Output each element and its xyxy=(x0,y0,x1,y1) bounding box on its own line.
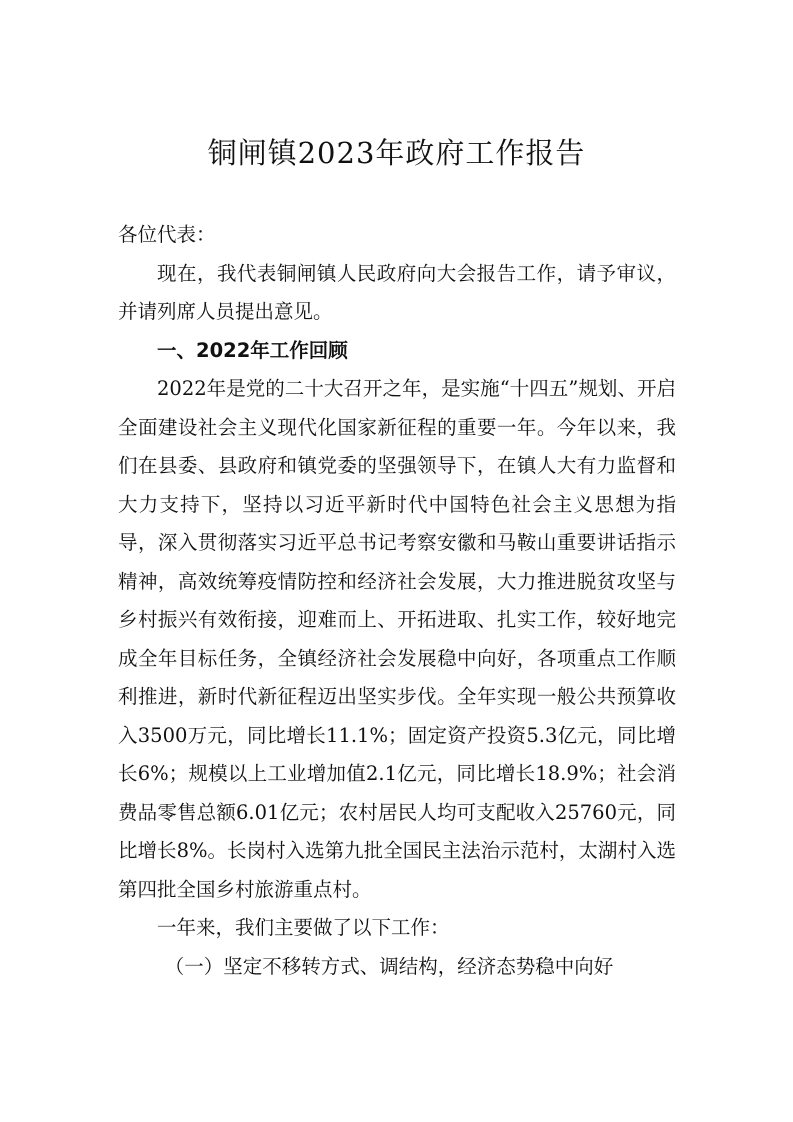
document-title: 铜闸镇2023年政府工作报告 xyxy=(207,136,586,170)
document-body xyxy=(118,216,676,986)
intro-paragraph: 现在，我代表铜闸镇人民政府向大会报告工作，请予审议，并请列席人员提出意见。 xyxy=(118,261,676,323)
review-paragraph: 2022年是党的二十大召开之年，是实施“十四五”规划、开启全面建设社会主义现代化国家新征程的重要一年。今年以来，我们在县委、县政府和镇党委的坚强领导下，在镇人大有力监督和大力支持下，坚持以习近平新时代中国特色社会主义思想为指导，深入贯彻落实习近平总书记考察安徽和马鞍山重要讲话指示精神，高效统筹疫情防控和经济社会发展，大力推进脱贫攻坚与乡村振兴有效衔接，迎难而上、开拓进取、扎实工作，较好地完成全年目标任务，全镇经济社会发展稳中向好，各项重点工作顺利推进，新时代新征程迈出坚实步伐。全年实现一般公共预算收入3500万元，同比增长11.1%；固定资产投资5.3亿元，同比增长6%；规模以上工业增加值2.1亿元，同比增长18.9%；社会消费品零售总额6.01亿元；农村居民人均可支配收入25760元，同比增长8%。长岗村入选第九批全国民主法治示范村，太湖村入选第四批全国乡村旅游重点村。 xyxy=(118,377,676,901)
subsection-heading-economy: （一）坚定不移转方式、调结构，经济态势稳中向好 xyxy=(164,954,614,978)
section-heading-review: 一、2022年工作回顾 xyxy=(157,338,348,362)
salutation: 各位代表： xyxy=(118,223,216,246)
work-intro-paragraph: 一年来，我们主要做了以下工作： xyxy=(157,916,450,939)
